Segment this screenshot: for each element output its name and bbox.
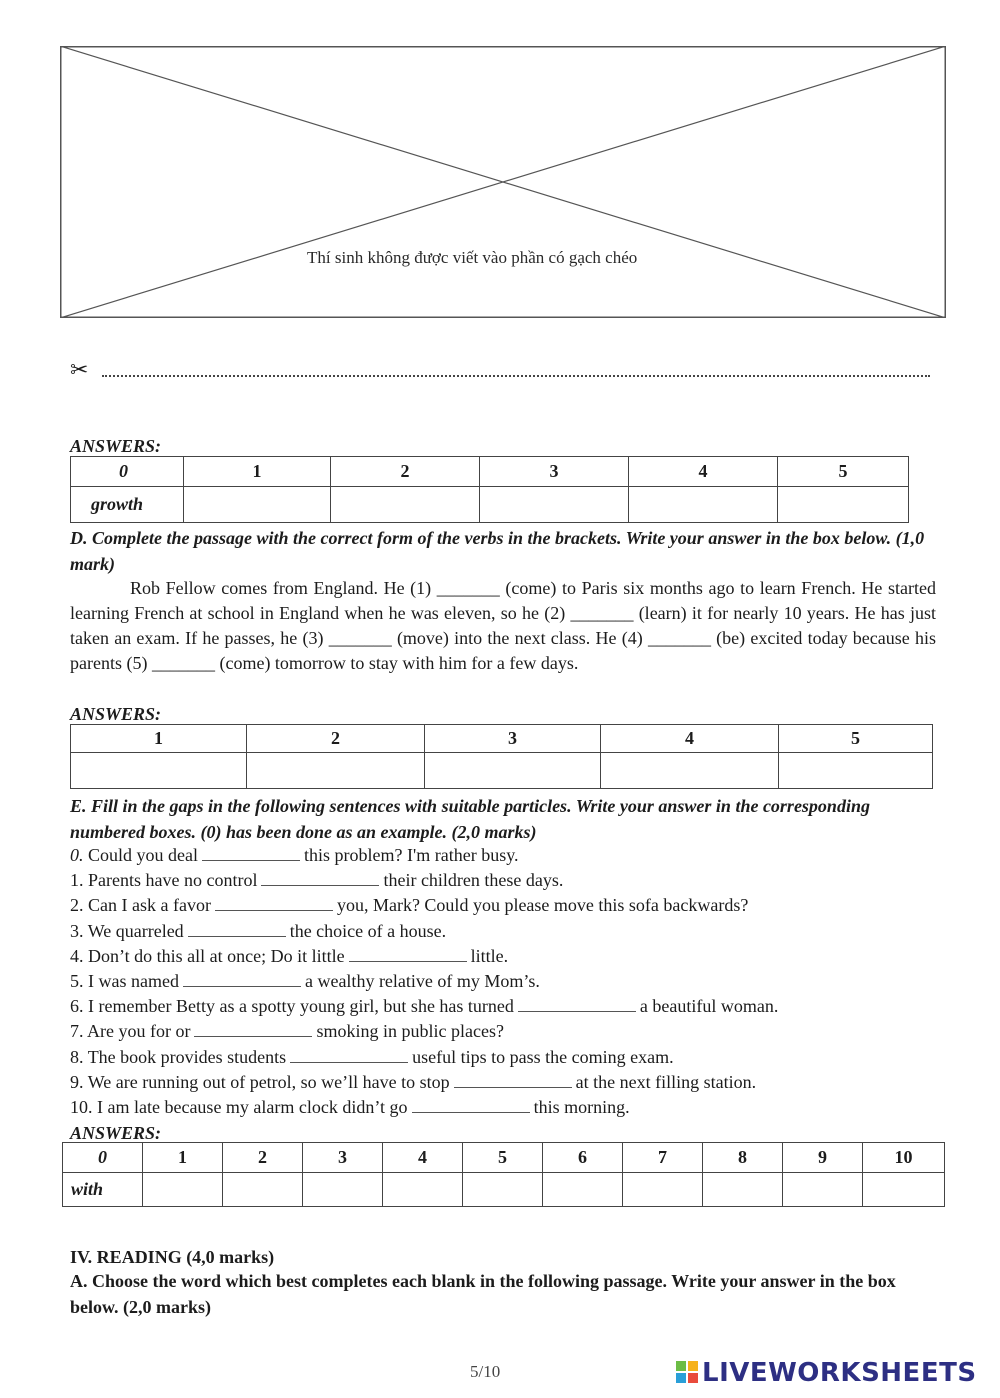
table-cell: 3 xyxy=(480,457,629,487)
brand-logo xyxy=(676,1358,977,1388)
answers-table-d xyxy=(70,724,933,789)
answer-cell[interactable] xyxy=(783,1173,863,1207)
exercise-item xyxy=(70,1045,940,1070)
no-writing-note: Thí sinh không được viết vào phần có gạch chéo xyxy=(307,248,638,267)
blank-line xyxy=(188,922,286,937)
item-number: 10. xyxy=(70,1096,93,1117)
answer-cell[interactable] xyxy=(629,487,778,523)
blank-line xyxy=(261,871,379,886)
exercise-list xyxy=(70,843,940,1120)
answers-label-c: ANSWERS: xyxy=(70,436,162,456)
section-e-title: E. Fill in the gaps in the following sentences with suitable particles. Write your answer in the corresponding numbered boxes. (0) has been done as an example. (2,0 marks) xyxy=(70,796,870,842)
answer-cell[interactable] xyxy=(623,1173,703,1207)
item-text-before: Don’t do this all at once; Do it little xyxy=(88,945,345,966)
table-cell: 4 xyxy=(383,1143,463,1173)
table-cell: 4 xyxy=(629,457,778,487)
item-text-after: a beautiful woman. xyxy=(639,996,779,1017)
item-text-after: useful tips to pass the coming exam. xyxy=(412,1046,674,1067)
answer-cell[interactable] xyxy=(863,1173,945,1207)
item-number: 4. xyxy=(70,945,84,966)
answer-cell[interactable] xyxy=(480,487,629,523)
answer-cell[interactable] xyxy=(303,1173,383,1207)
brand-name: LIVEWORKSHEETS xyxy=(702,1358,977,1388)
table-row xyxy=(63,1173,945,1207)
item-number: 9. xyxy=(70,1071,84,1092)
passage-text: Rob Fellow comes from England. He (1) _______ (come) to Paris six months ago to learn French. He started learning French at school in England when he was eleven, so he (2) _______ (learn) it for nearly 10 years. He has just taken an exam. If he passes, he (3) _______ (move) into the next class. He (4) _______ (be) excited today because his parents (5) _______ (come) tomorrow to stay with him for a few days. xyxy=(70,578,936,673)
table-cell: 5 xyxy=(779,725,933,753)
table-cell: 8 xyxy=(703,1143,783,1173)
answer-cell[interactable] xyxy=(71,753,247,789)
answer-cell[interactable] xyxy=(223,1173,303,1207)
exercise-item xyxy=(70,893,940,918)
item-text-after: at the next filling station. xyxy=(575,1071,757,1092)
exercise-item xyxy=(70,994,940,1019)
table-cell: growth xyxy=(71,487,184,523)
item-text-before: Could you deal xyxy=(88,845,198,865)
item-number: 1. xyxy=(70,870,84,891)
section-d-title: D. Complete the passage with the correct form of the verbs in the brackets. Write your answer in the box below. (1,0 mark) xyxy=(70,528,925,574)
item-text-after: the choice of a house. xyxy=(289,920,447,941)
item-text-after: this problem? I'm rather busy. xyxy=(304,845,519,865)
table-cell: 1 xyxy=(184,457,331,487)
exercise-item xyxy=(70,1070,940,1095)
table-row xyxy=(71,487,909,523)
table-cell: 1 xyxy=(71,725,247,753)
table-cell: 5 xyxy=(463,1143,543,1173)
blank-line xyxy=(518,997,636,1012)
section-d-passage xyxy=(70,576,936,676)
blank-line xyxy=(194,1022,312,1037)
answer-cell[interactable] xyxy=(184,487,331,523)
exercise-item xyxy=(70,843,940,868)
table-header-row xyxy=(71,725,933,753)
reading-title: IV. READING (4,0 marks) xyxy=(70,1247,275,1267)
table-cell: 3 xyxy=(303,1143,383,1173)
item-text-after: you, Mark? Could you please move this sofa backwards? xyxy=(336,895,749,916)
table-cell: 2 xyxy=(247,725,425,753)
item-text-after: this morning. xyxy=(533,1096,630,1117)
answer-cell[interactable] xyxy=(383,1173,463,1207)
answers-table-e xyxy=(62,1142,945,1207)
table-cell: with xyxy=(63,1173,143,1207)
blank-line xyxy=(202,846,300,861)
table-cell: 0 xyxy=(63,1143,143,1173)
answer-cell[interactable] xyxy=(703,1173,783,1207)
item-text-after: their children these days. xyxy=(383,870,564,891)
dotted-line xyxy=(102,375,930,377)
item-text-before: We are running out of petrol, so we’ll have to stop xyxy=(87,1071,450,1092)
item-text-before: Parents have no control xyxy=(88,870,258,891)
item-number: 6. xyxy=(70,996,84,1017)
answer-cell[interactable] xyxy=(779,753,933,789)
blank-line xyxy=(454,1073,572,1088)
answer-cell[interactable] xyxy=(247,753,425,789)
table-cell: 3 xyxy=(425,725,601,753)
crossed-out-box xyxy=(60,46,946,318)
table-cell: 1 xyxy=(143,1143,223,1173)
table-header-row xyxy=(63,1143,945,1173)
table-cell: 4 xyxy=(601,725,779,753)
item-text-before: Can I ask a favor xyxy=(88,895,211,916)
table-cell: 5 xyxy=(778,457,909,487)
blank-line xyxy=(349,947,467,962)
exercise-item xyxy=(70,1019,940,1044)
item-number: 5. xyxy=(70,970,84,991)
item-number: 0. xyxy=(70,845,84,865)
blank-line xyxy=(183,972,301,987)
item-number: 3. xyxy=(70,920,84,941)
cross-lines xyxy=(60,46,946,318)
cut-line xyxy=(70,358,930,384)
table-header-row xyxy=(71,457,909,487)
answer-cell[interactable] xyxy=(143,1173,223,1207)
table-cell: 9 xyxy=(783,1143,863,1173)
exercise-item xyxy=(70,919,940,944)
page-number: 5/10 xyxy=(470,1362,501,1381)
answer-cell[interactable] xyxy=(543,1173,623,1207)
item-text-before: Are you for or xyxy=(87,1021,191,1042)
exercise-item xyxy=(70,1095,940,1120)
answers-label-e: ANSWERS: xyxy=(70,1123,162,1143)
item-text-before: I am late because my alarm clock didn’t go xyxy=(97,1096,408,1117)
item-text-before: The book provides students xyxy=(87,1046,287,1067)
table-row xyxy=(71,753,933,789)
table-cell: 0 xyxy=(71,457,184,487)
item-text-before: I was named xyxy=(88,970,179,991)
item-text-before: I remember Betty as a spotty young girl, but she has turned xyxy=(88,996,514,1017)
table-cell: 2 xyxy=(223,1143,303,1173)
exercise-item xyxy=(70,868,940,893)
exercise-item xyxy=(70,969,940,994)
item-text-before: We quarreled xyxy=(87,920,184,941)
item-number: 8. xyxy=(70,1046,84,1067)
answers-table-c xyxy=(70,456,909,523)
answer-cell[interactable] xyxy=(463,1173,543,1207)
scissors-icon: ✂ xyxy=(70,358,89,383)
blank-line xyxy=(412,1098,530,1113)
reading-task-a: A. Choose the word which best completes each blank in the following passage. Write your answer in the box below. (2,0 marks) xyxy=(70,1271,896,1317)
item-text-after: little. xyxy=(470,945,509,966)
item-number: 7. xyxy=(70,1021,84,1042)
blank-line xyxy=(215,896,333,911)
table-cell: 2 xyxy=(331,457,480,487)
table-cell: 7 xyxy=(623,1143,703,1173)
answer-cell[interactable] xyxy=(778,487,909,523)
item-text-after: smoking in public places? xyxy=(316,1021,504,1042)
item-number: 2. xyxy=(70,895,84,916)
answer-cell[interactable] xyxy=(601,753,779,789)
exercise-item xyxy=(70,944,940,969)
item-text-after: a wealthy relative of my Mom’s. xyxy=(304,970,540,991)
table-cell: 6 xyxy=(543,1143,623,1173)
answer-cell[interactable] xyxy=(331,487,480,523)
answer-cell[interactable] xyxy=(425,753,601,789)
blank-line xyxy=(290,1048,408,1063)
liveworksheets-icon xyxy=(676,1361,698,1383)
table-cell: 10 xyxy=(863,1143,945,1173)
answers-label-d: ANSWERS: xyxy=(70,704,162,724)
